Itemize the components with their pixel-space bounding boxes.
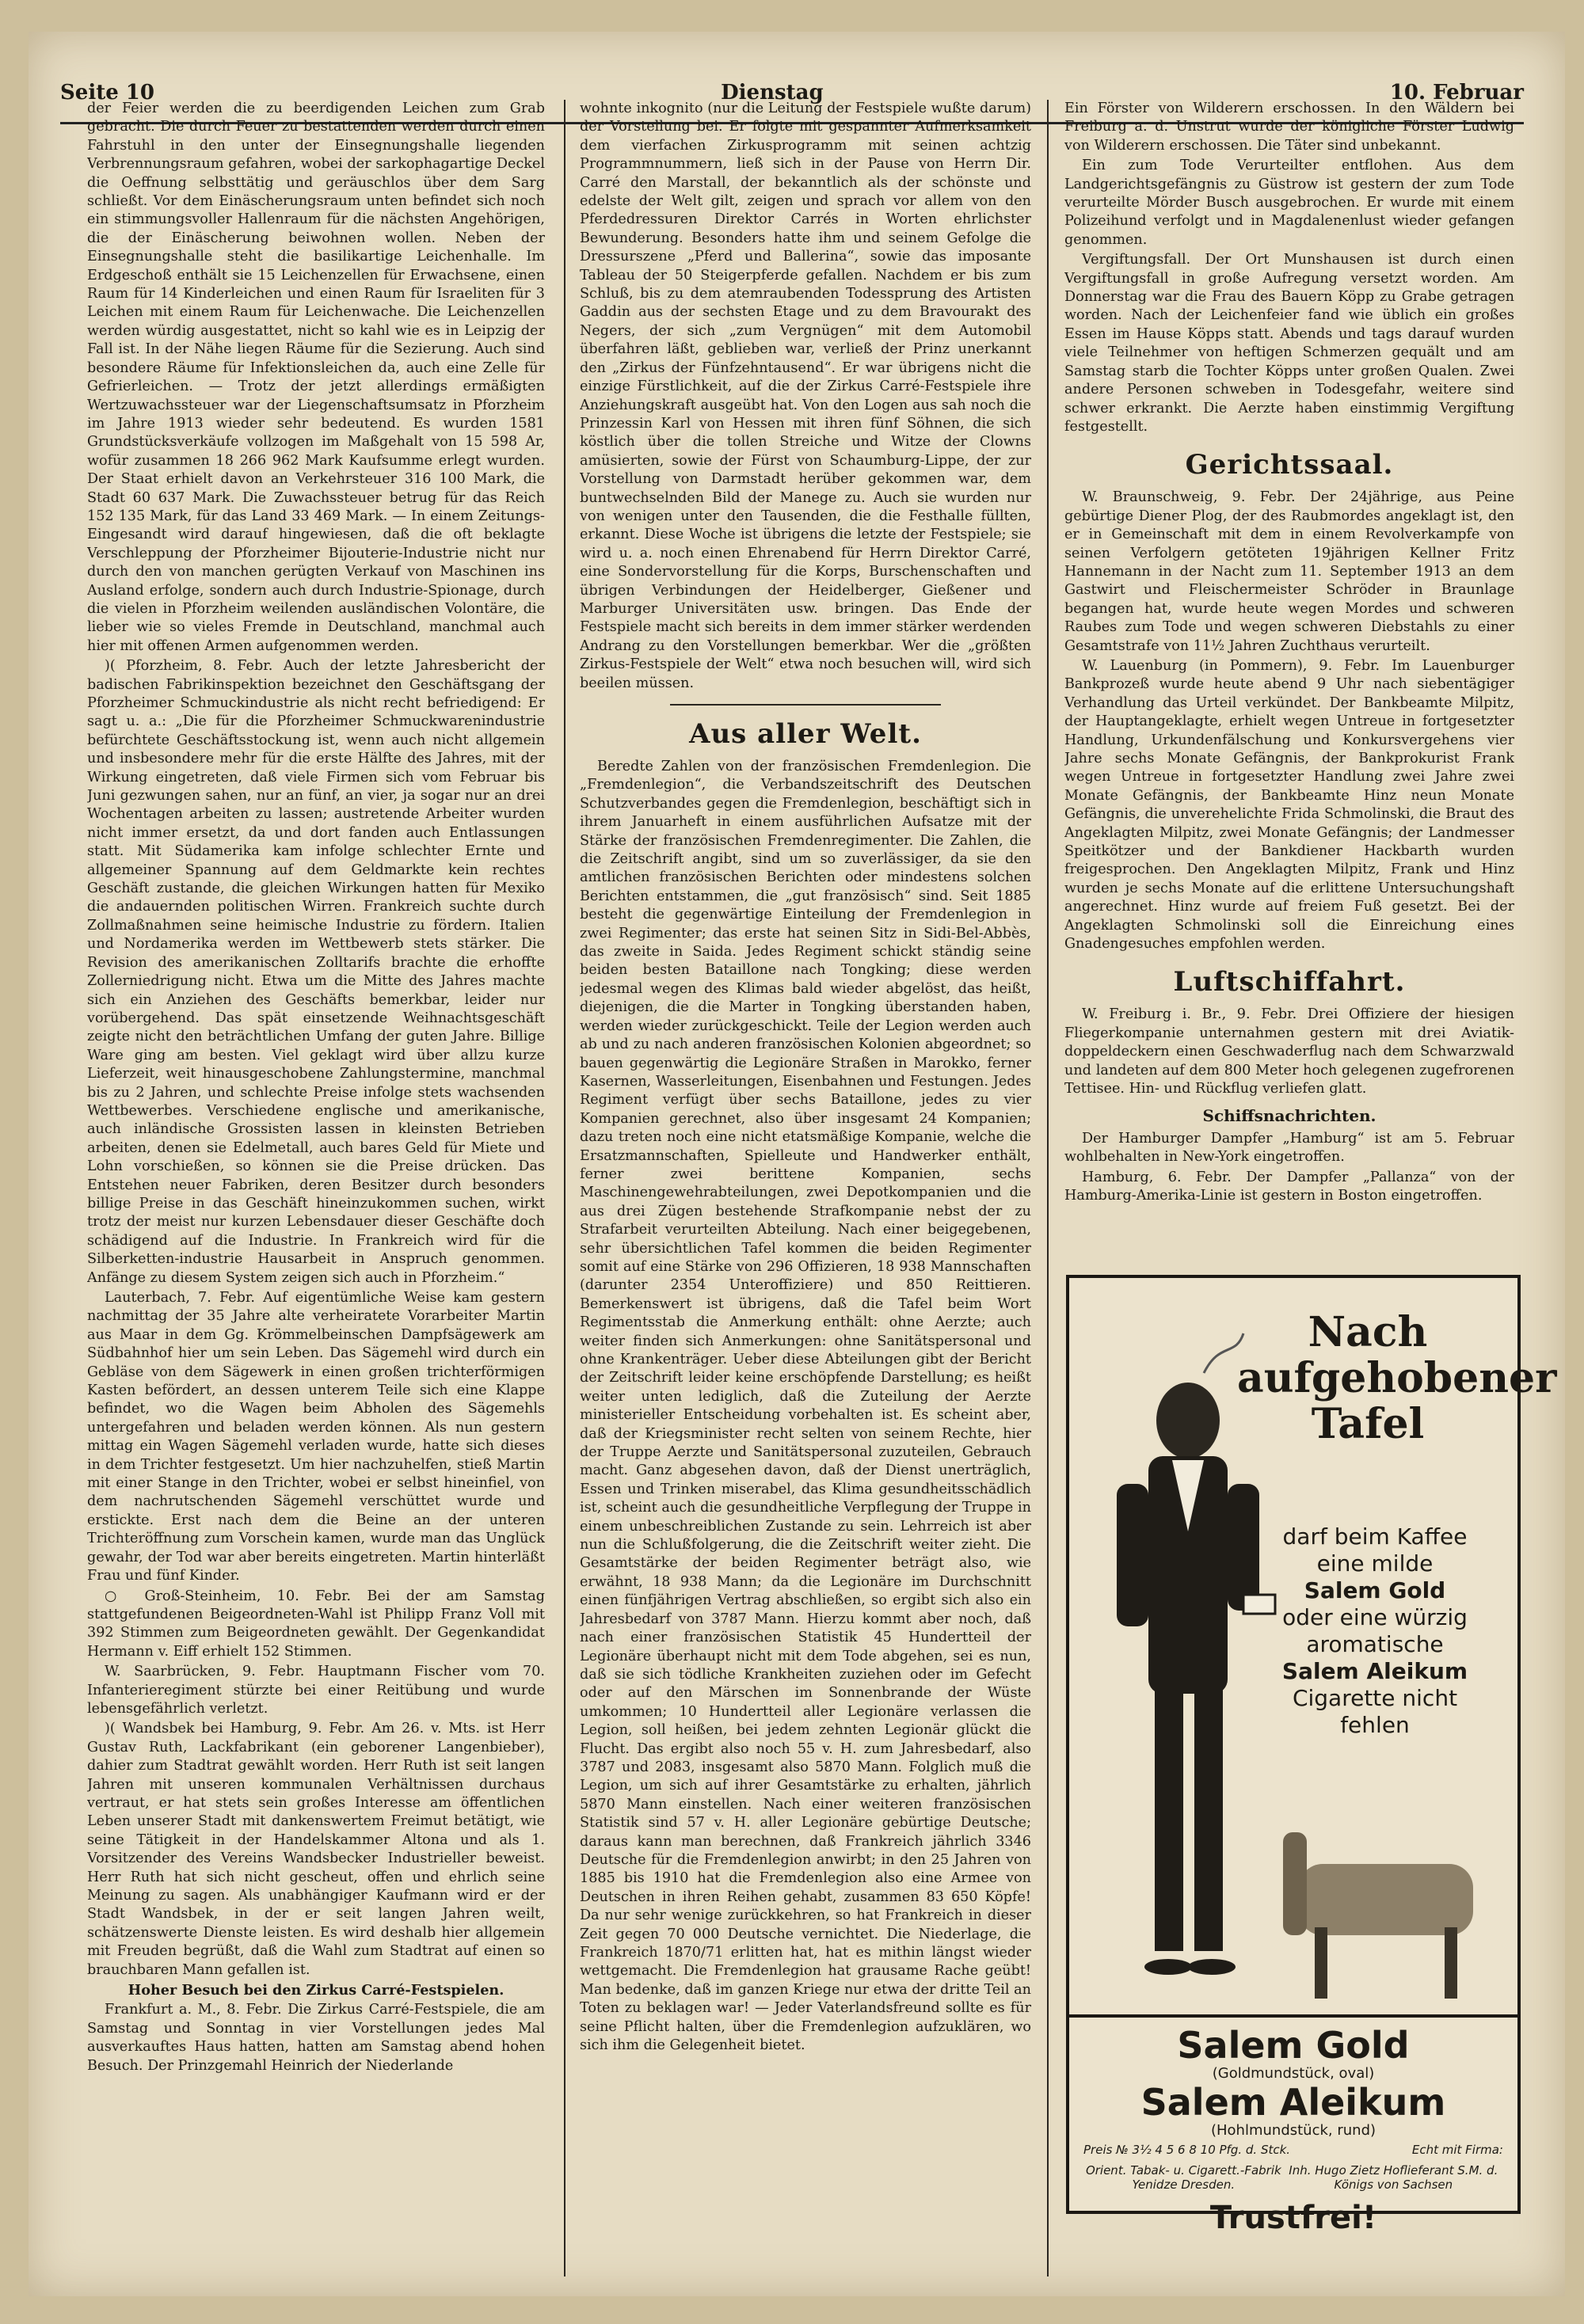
- article-paragraph: Ein Förster von Wilderern erschossen. In den Wäldern bei Freiburg a. d. Unstrut wurde der königliche Förster Ludwig von Wilderern erschossen. Die Täter sind unbekannt.: [1064, 101, 1514, 154]
- price-line: Preis № 3½ 4 5 6 8 10 Pfg. d. Stck.: [1083, 2143, 1291, 2157]
- article-paragraph: )( Wandsbek bei Hamburg, 9. Febr. Am 26. v. Mts. ist Herr Gustav Ruth, Lackfabrikant (ein geborener Langenbieber), dahier zum Stadtrat gewählt worden. Herr Ruth ist seit langen Jahren mit unseren kommunalen Verhältnissen durchaus vertraut, er hat stets sein großes Interesse am öffentlichen Leben unserer Stadt mit dankenswertem Freimut betätigt, wie seine Tätigkeit in der Handelskammer Altona und als 1. Vorsitzender des Vereins Wandsbecker Industrieller beweist. Herr Ruth hat sich nicht gescheut, offen und ehrlich seine Meinung zu sagen. Als unabhängiger Kaufmann wird er der Stadt Wandsbek, in der er seit langen Jahren weilt, schätzenswerte Dienste leisten. Es wird deshalb hier allgemein mit Freuden begrüßt, daß die Wahl zum Stadtrat auf einen so brauchbaren Mann gefallen ist.: [87, 1721, 545, 1978]
- ad-headline: Nach aufgehobener Tafel: [1237, 1308, 1557, 1448]
- article-paragraph: )( Pforzheim, 8. Febr. Auch der letzte Jahresbericht der badischen Fabrikinspektion bezeichnet den Geschäftsgang der Pforzheimer Schmuckindustrie als nicht recht befriedigend: Er sagt u. a.: „Die für die Pforzheimer Schmuckwarenindustrie befürchtete Geschäftsstockung ist, wenn auch nicht allgemein und insbesondere mehr für die erste Hälfte des Jahres, mit der Wirkung eingetreten, daß viele Firmen sich vom Februar bis Juni gezwungen sahen, nur an fünf, an vier, ja sogar nur an drei Wochentagen arbeiten zu lassen; austretende Arbeiter wurden nicht immer ersetzt, da und dort fanden auch Entlassungen statt. Mit Südamerika kam infolge schlechter Ernte und allgemeiner Spannung auf dem Geldmarkte kein rechtes Geschäft zustande, die gleichen Wirkungen hatten für Mexiko die andauernden politischen Wirren. Frankreich suchte durch Zollmaßnahmen seine heimische Industrie zu fördern. Italien und Nordamerika werden im Wettbewerb stets stärker. Die Revision des amerikanischen Zolltarifs brachte die erhoffte Zollerniedrigung nicht. Etwa um die Mitte des Jahres machte sich ein Anziehen des Geschäfts bemerkbar, leider nur vorübergehend. Das spät einsetzende Weihnachtsgeschäft zeigte nicht den beträchtlichen Umfang der guten Jahre. Billige Ware ging am besten. Viel geklagt wird über allzu kurze Lieferzeit, weit hinausgeschobene Zahlungstermine, manchmal bis zu 2 Jahren, und schlechte Preise infolge stets wachsenden Wettbewerbes. Verschiedene englische und amerikanische, auch inländische Grossisten lassen in kleinsten Betrieben arbeiten, denen sie Edelmetall, auch bares Geld für Miete und Lohn vorschießen, so können sie die Preise drücken. Das Entstehen neuer Fabriken, deren Besitzer durch besonders billige Preise in das Geschäft hineinzukommen suchen, wirkt trotz der meist nur kurzen Lebensdauer dieser Geschäfte doch schädigend auf die Industrie. In Frankreich wird für die Silberketten-industrie Hausarbeit in Anspruch genommen. Anfänge zu diesem System zeigen sich auch in Pforzheim.“: [87, 658, 545, 1286]
- article-paragraph: wohnte inkognito (nur die Leitung der Festspiele wußte darum) der Vorstellung bei. Er folgte mit gespannter Aufmerksamkeit dem vierfachen Zirkusprogramm mit seinen achtzig Programmnummern, ließ sich in der Pause von Herrn Dir. Carré den Marstall, der bekanntlich als der schönste und edelste der Welt gilt, zeigen und sprach vor allem von den Pferdedressuren Direktor Carrés in Worten ehrlichster Bewunderung. Besonders hatte ihm und seinem Gefolge die Dressurszene „Pferd und Ballerina“, sowie das imposante Tableau der 50 Steigerpferde gefallen. Nachdem er bis zum Schluß, bis zu dem atemraubenden Todessprung des Artisten Gaddin aus der sechsten Etage und zu dem Bravourakt des Negers, der sich „zum Vergnügen“ mit dem Automobil überfahren läßt, geblieben war, verließ der Prinz unerkannt den „Zirkus der Fünfzehntausend“. Er war übrigens nicht die einzige Fürstlichkeit, auf die der Zirkus Carré-Festspiele ihre Anziehungskraft ausgeübt hat. Von den Logen aus sah noch die Prinzessin Karl von Hessen mit ihren fünf Söhnen, die sich köstlich über die tollen Streiche und Witze der Clowns amüsierten, sowie der Fürst von Schaumburg-Lippe, der zur Vorstellung von Darmstadt herüber gekommen war, dem buntwechselnden Bild der Manege zu. Auch sie wurden nur von wenigen unter den Tausenden, die die Festhalle füllten, erkannt. Diese Woche ist übrigens die letzte der Festspiele; sie wird u. a. noch einen Ehrenabend für Herrn Direktor Carré, eine Sondervorstellung für die Korps, Burschenschaften und übrigen Verbindungen der Heidelberger, Gießener und Marburger Universitäten usw. bringen. Das Ende der Festspiele macht sich bereits in dem immer stärker werdenden Andrang zu den Vorstellungen bemerkbar. Wer die „größten Zirkus-Festspiele der Welt“ etwa noch besuchen will, wird sich beeilen müssen.: [580, 101, 1031, 691]
- section-heading: Luftschiffahrt.: [1173, 966, 1406, 998]
- brand-salem-aleikum: Salem Aleikum: [1140, 2081, 1446, 2124]
- article-heading: Hoher Besuch bei den Zirkus Carré-Festspielen.: [128, 1982, 505, 1999]
- ad-upper-panel: [1069, 1278, 1557, 2014]
- article-paragraph: ○ Groß-Steinheim, 10. Febr. Bei der am Samstag stattgefundenen Beigeordneten-Wahl ist Philipp Franz Voll mit 392 Stimmen zum Beigeordneten gewählt. Der Gegenkandidat Hermann v. Eiff erhielt 152 Stimmen.: [87, 1588, 545, 1660]
- section-heading: Gerichtssaal.: [1185, 449, 1394, 481]
- maker-right: Inh. Hugo Zietz Hoflieferant S.M. d. Königs von Sachsen: [1289, 2163, 1498, 2192]
- maker-left: Orient. Tabak- u. Cigarett.-Fabrik Yenidze Dresden.: [1085, 2163, 1281, 2192]
- ad-copy: darf beim Kaffee eine milde Salem Gold oder eine würzig aromatische Salem Aleikum Cigarette nicht fehlen: [1281, 1523, 1468, 1738]
- column-rule: [1047, 100, 1049, 2276]
- column-middle: [580, 100, 1031, 2276]
- chair-illustration: [1267, 1832, 1505, 2006]
- article-paragraph: Beredte Zahlen von der französischen Fremdenlegion. Die „Fremdenlegion“, die Verbandszeitschrift des Deutschen Schutzverbandes gegen die Fremdenlegion, beschäftigt sich in ihrem Januarheft in einem ausführlichen Aufsatze mit der Stärke der französischen Fremdenregimenter. Die Zahlen, die die Zeitschrift angibt, sind um so zuverlässiger, da sie den amtlichen französischen Berichten oder mindestens solchen Berichten entstammen, die „gut französisch“ sind. Seit 1885 besteht die gegenwärtige Einteilung der Fremdenlegion in zwei Regimenter; das erste hat seinen Sitz in Sidi-Bel-Abbès, das zweite in Saida. Jedes Regiment schickt ständig seine beiden besten Bataillone nach Tongking; diese werden jedesmal wegen des Klimas bald wieder abgelöst, das heißt, diejenigen, die die Marter in Tongking überstanden haben, werden wieder zurückgeschickt. Teile der Legion werden auch ab und zu nach anderen französischen Kolonien abgeordnet; so bauen gegenwärtig die Legionäre Straßen in Marokko, ferner Kasernen, Wasserleitungen, Eisenbahnen und Festungen. Jedes Regiment verfügt über sechs Bataillone, jedes zu vier Kompanien gerechnet, also über insgesamt 24 Kompanien; dazu treten noch eine nicht etatsmäßige Kompanie, welche die Ersatzmannschaften, Spielleute und Handwerker enthält, ferner zwei berittene Kompanien, sechs Maschinengewehrabteilungen, zwei Depotkompanien und die aus drei Zügen bestehende Strafkompanie nebst der zu Strafarbeit verurteilten Abteilung. Nach einer beigegebenen, sehr übersichtlichen Tafel kommen die beiden Regimenter somit auf eine Stärke von 296 Offizieren, 18 938 Mannschaften (darunter 2354 Unteroffiziere) und 850 Reittieren. Bemerkenswert ist übrigens, daß die Tafel beim Wort Regimentsstab die Anmerkung enthält: ohne Aerzte; auch weiter finden sich Anmerkungen: ohne Sanitätspersonal und ohne Krankenträger. Ueber diese Abteilungen gibt der Bericht der Zeitschrift leider keine erschöpfende Darstellung; es heißt weiter unten lediglich, daß die Zuteilung der Aerzte ministerieller Entscheidung vorbehalten ist. Es scheint aber, daß der Kriegsminister recht selten von seinem Rechte, hier der Truppe Aerzte und Sanitätspersonal zuzuteilen, Gebrauch macht. Ganz abgesehen davon, daß der Dienst unerträglich, Essen und Trinken miserabel, das Klima gesundheitsschädlich ist, scheint auch die gesundheitliche Verpflegung der Truppe in einem unbeschreiblichen Zustande zu sein. Lehrreich ist aber nun die Schlußfolgerung, die die Zeitschrift weiter zieht. Die Gesamtstärke der beiden Regimenter beträgt also, wie erwähnt, 18 938 Mann; da die Legionäre im Durchschnitt einen fünfjährigen Vertrag abschließen, so ergibt sich also ein Jahresbedarf von 3787 Mann. Hierzu kommt aber noch, daß nach einer französischen Statistik 45 Hundertteil der Legionäre überhaupt nicht mit dem Tode abgehen, sei es nun, daß sie sich tödliche Krankheiten zuziehen oder im Gefecht oder auf den Märschen im Sonnenbrande der Wüste umkommen; 10 Hundertteil aller Legionäre verlassen die Legion, soll heißen, bei jedem zehnten Legionär glückt die Flucht. Das ergibt also noch 55 v. H. zum Jahresbedarf, also 3787 und 2083, insgesamt also 5870 Mann. Folglich muß die Legion, um sich auf ihrer Gesamtstärke zu erhalten, jährlich 5870 Mann einstellen. Nach einer weiteren französischen Statistik sind 57 v. H. aller Legionäre gebürtige Deutsche; daraus kann man berechnen, daß Frankreich jährlich 3346 Deutsche für die Fremdenlegion anwirbt; in den 25 Jahren von 1885 bis 1910 hat die Fremdenlegion also eine Armee von Deutschen in ihren Reihen gehabt, zusammen 83 650 Köpfe! Da nur sehr wenige zurückkehren, so hat Frankreich in dieser Zeit gegen 70 000 Deutsche vernichtet. Die Niederlage, die Frankreich 1870/71 erlitten hat, hat es mithin längst wieder wettgemacht. Die Fremdenlegion hat grausame Rache geübt! Man bedenke, daß im ganzen Kriege nur etwa der dritte Teil an Toten zu beklagen war! — Jeder Vaterlandsfreund sollte es für seine Pflicht halten, über die Fremdenlegion aufzuklären, wo sich ihm die Gelegenheit bietet.: [580, 759, 1031, 2054]
- article-paragraph: der Feier werden die zu beerdigenden Leichen zum Grab gebracht. Die durch Feuer zu bestattenden werden durch einen Fahrstuhl in den unter der Einsegnungshalle liegenden Verbrennungsraum gefahren, wobei der sarkophagartige Deckel die Oeffnung selbsttätig und geräuschlos über dem Sarg schließt. Vor dem Einäscherungsraum unten befindet sich noch ein stimmungsvoller Hallenraum für die nächsten Angehörigen, die der Einäscherung beiwohnen wollen. Neben der Einsegnungshalle steht die basilikartige Leichenhalle. Im Erdgeschoß enthält sie 15 Leichenzellen für Erwachsene, einen Raum für 14 Kinderleichen und einen Raum für Israeliten für 3 Leichen mit einem Raum für Leichenwache. Die Leichenzellen werden würdig ausgestattet, nicht so kahl wie es in Leipzig der Fall ist. In der Nähe liegen Räume für die Sezierung. Auch sind besondere Räume für Infektionsleichen da, auch eine Zelle für Gefrierleichen. — Trotz der jetzt allerdings ermäßigten Wertzuwachssteuer war der Liegenschaftsumsatz in Pforzheim im Jahre 1913 wieder sehr bedeutend. Es wurden 1581 Grundstücksverkäufe vollzogen im Maßgehalt von 15 598 Ar, wofür zusammen 18 266 962 Mark Kaufsumme erlegt wurden. Der Staat erhielt davon an Verkehrsteuer 316 100 Mark, die Stadt 60 637 Mark. Die Zuwachssteuer betrug für das Reich 152 135 Mark, für das Land 33 469 Mark. — In einem Zeitungs-Eingesandt wird darauf hingewiesen, daß die oft beklagte Verschleppung der Pforzheimer Bijouterie-Industrie nicht nur durch den von manchen gerügten Verkauf von Maschinen ins Ausland erfolge, sondern auch durch Industrie-Spionage, durch die vielen in Pforzheim weilenden ausländischen Volontäre, die lieber wie so vieles Fremde in Deutschland, manchmal auch hier mit offenen Armen aufgenommen werden.: [87, 101, 545, 654]
- article-paragraph: W. Braunschweig, 9. Febr. Der 24jährige, aus Peine gebürtige Diener Plog, der des Raubmordes angeklagt ist, den er in Gemeinschaft mit dem in einem Revolverkampfe von seinen Verfolgern getöteten 19jährigen Kellner Fritz Hannemann in der Nacht zum 11. September 1913 an dem Gastwirt und Fleischermeister Schröder in Braunlage begangen hat, wurde heute wegen Mordes und schweren Raubes zum Tode und wegen schweren Diebstahls zu einer Gesamtstrafe von 11½ Jahren Zuchthaus verurteilt.: [1064, 489, 1514, 654]
- subsection-heading: Schiffsnachrichten.: [1202, 1105, 1376, 1125]
- page-number: Seite 10: [60, 81, 154, 105]
- article-paragraph: Frankfurt a. M., 8. Febr. Die Zirkus Carré-Festspiele, die am Samstag und Sonntag in vier Vorstellungen jedes Mal ausverkauftes Haus hatten, hatten am Samstag abend hohen Besuch. Der Prinzgemahl Heinrich der Niederlande: [87, 2002, 545, 2074]
- issue-date: 10. Februar: [1389, 81, 1524, 105]
- trust-slogan: Trustfrei!: [1209, 2200, 1377, 2236]
- section-heading: Aus aller Welt.: [689, 718, 922, 750]
- column-left: [87, 100, 545, 2276]
- article-paragraph: Vergiftungsfall. Der Ort Munshausen ist durch einen Vergiftungsfall in große Aufregung versetzt worden. Am Donnerstag war die Frau des Bauern Köpp zu Grabe getragen worden. Nach der Leichenfeier fand wie üblich ein großes Essen im Hause Köpps statt. Abends und tags darauf wurden viele Teilnehmer von heftigen Schmerzen gequält und am Samstag starb die Tochter Köpps unter großen Qualen. Zwei andere Personen schweben in Todesgefahr, weitere sind schwer erkrankt. Die Aerzte haben einstimmig Vergiftung festgestellt.: [1064, 252, 1514, 435]
- brand-salem-gold: Salem Gold: [1177, 2024, 1410, 2067]
- advertisement: [1066, 1275, 1557, 2236]
- article-paragraph: Lauterbach, 7. Febr. Auf eigentümliche Weise kam gestern nachmittag der 35 Jahre alte verheiratete Vorarbeiter Martin aus Maar in dem Gg. Krömmelbeinschen Dampfsägewerk am Südbahnhof hier um sein Leben. Das Sägemehl wird durch ein Gebläse von dem Sägewerk in einen großen trichterförmigen Kasten befördert, an dessen unterem Teile sich eine Klappe befindet, wo die Wagen beim Abholen des Sägemehls untergefahren und beladen werden können. Als nun gestern mittag ein Wagen Sägemehl verladen wurde, hatte sich dieses in dem Trichter festgesetzt. Um hier nachzuhelfen, stieß Martin mit einer Stange in den Trichter, wobei er selbst hineinfiel, von dem nachrutschenden Sägemehl verschüttet wurde und erstickte. Erst nach dem die Beine an der unteren Trichteröffnung zum Vorschein kamen, wurde man das Unglück gewahr, der Tod war aber bereits eingetreten. Martin hinterläßt Frau und fünf Kinder.: [87, 1290, 545, 1584]
- article-paragraph: Der Hamburger Dampfer „Hamburg“ ist am 5. Februar wohlbehalten in New-York eingetroffen.: [1064, 1130, 1514, 1166]
- article-paragraph: Ein zum Tode Verurteilter entflohen. Aus dem Landgerichtsgefängnis zu Güstrow ist gestern der zum Tode verurteilte Mörder Busch ausgebrochen. Er wurde mit einem Polizeihund verfolgt und in Magdalenenlust wieder gefangen genommen.: [1064, 158, 1514, 248]
- weekday: Dienstag: [721, 81, 824, 105]
- article-paragraph: W. Saarbrücken, 9. Febr. Hauptmann Fischer vom 70. Infanterieregiment stürzte bei einer Reitübung und wurde lebensgefährlich verletzt.: [87, 1664, 545, 1717]
- article-paragraph: W. Freiburg i. Br., 9. Febr. Drei Offiziere der hiesigen Fliegerkompanie unternahmen gestern mit drei Aviatik-doppeldeckern einen Geschwaderflug nach dem Schwarzwald und landeten auf dem 800 Meter hoch gelegenen zugefrorenen Tettisee. Hin- und Rückflug verliefen glatt.: [1064, 1006, 1514, 1097]
- article-paragraph: Hamburg, 6. Febr. Der Dampfer „Pallanza“ von der Hamburg-Amerika-Linie ist gestern in Boston eingetroffen.: [1064, 1169, 1514, 1204]
- column-rule: [564, 100, 565, 2276]
- section-separator: [670, 704, 941, 706]
- article-paragraph: W. Lauenburg (in Pommern), 9. Febr. Im Lauenburger Bankprozeß wurde heute abend 9 Uhr nach siebentägiger Verhandlung das Urteil verkündet. Der Bankbeamte Milpitz, der Hauptangeklagte, erhielt wegen Untreue in fortgesetzter Handlung, Urkundenfälschung und Konkursvergehens vier Jahre sechs Monate Gefängnis, der Bankprokurist Frank wegen Untreue in fortgesetzter Handlung zwei Jahre zwei Monate Gefängnis, der Bankbeamte Hinz neun Monate Gefängnis, die unverehelichte Frida Schmolinski, die Braut des Angeklagten Milpitz, zwei Monate Gefängnis; der Landmesser Speitkötzer und der Bankdiener Hackbarth wurden freigesprochen. Den Angeklagten Milpitz, Frank und Hinz wurden je sechs Monate auf die erlittene Untersuchungshaft angerechnet. Hinz wurde auf freiem Fuß gesetzt. Bei der Angeklagten Schmolinski soll die Einreichung eines Gnadengesuches empfohlen werden.: [1064, 657, 1514, 953]
- ad-brand-panel: Salem Gold (Goldmundstück, oval) Salem Aleikum (Hohlmundstück, rund) Preis № 3½ 4 5 6 8 10 Pfg. d. Stck. Echt mit Firma: Orient. Tabak- u. Cigarett.-Fabrik Yenidze Dresden. Inh. Hugo Zietz Hoflieferant S.M. d. Königs von Sachsen Trustfrei!: [1069, 2014, 1517, 2211]
